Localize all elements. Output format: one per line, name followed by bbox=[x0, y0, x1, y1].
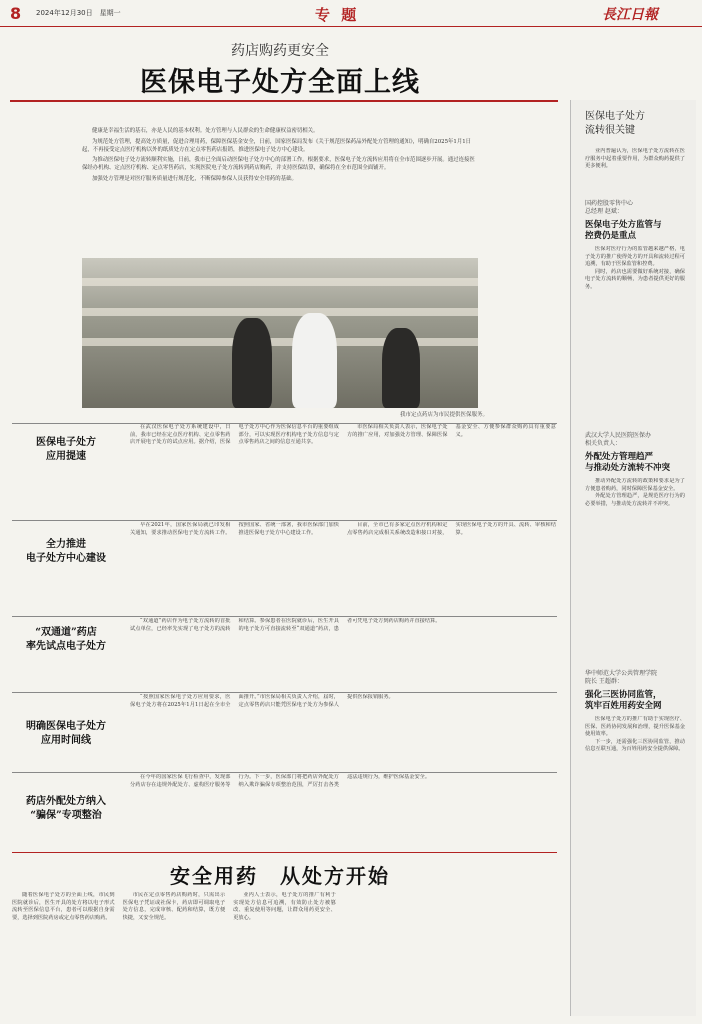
subhead-1: 医保电子处方 应用提速 bbox=[36, 437, 96, 462]
sidebar-source-3: 华中师范大学公共管理学院 院长 王超群： bbox=[585, 670, 658, 685]
section-label: 专 题 bbox=[315, 6, 360, 24]
bottom-rule bbox=[12, 852, 557, 853]
sidebar-subtitle-3: 强化三医协同监管， 筑牢百姓用药安全网 bbox=[585, 690, 662, 711]
sidebar-headline: 医保电子处方 流转很关键 bbox=[585, 111, 645, 136]
photo-caption: 我市定点药店为市民提供医保服务。 bbox=[400, 412, 489, 418]
section-5-text: 在今年的国家医保飞行检查中，发现部分药店存在违规外配处方、虚构医疗服务等行为。下一步，医保部门将把药店外配处方纳入欺诈骗保专项整治范围，严厉打击各类违法违规行为，维护医保基金安全。 bbox=[130, 774, 431, 788]
newspaper-logo: 長江日報 bbox=[602, 7, 658, 23]
sidebar-source-1: 国药控股零售中心 总经理 赵斌： bbox=[585, 200, 634, 215]
sidebar-subtitle-1: 医保电子处方监管与 控费仍是重点 bbox=[585, 220, 662, 241]
lede-paragraph: 健康是幸福生活的基石，亦是人民的基本权利。处方管理与人民群众的生命健康权益密切相关。 bbox=[92, 128, 319, 134]
headline-rule bbox=[10, 100, 558, 102]
section-1-text: 在武汉医保电子处方系统建设中，日前，我市已经在定点医疗机构、定点零售药店开展电子处方的试点应用。据介绍，医保电子处方中心作为医保信息平台的重要组成部分，可以实现医疗机构电子处方信息与定点零售药店之间的信息互通共享。 市医保局相关负责人表示，医保电子处方的推广应用，对加强处方管理、保障医保基金安全、方便参保群众购药具有重要意义。 bbox=[130, 424, 556, 446]
section-4-text: “按照国家医保电子处方应用要求，医保电子处方将在2025年1月1日起在全市全面推开。”市医保局相关负责人介绍，届时，定点零售药店只能凭医保电子处方为参保人提供医保报销服务。 bbox=[130, 694, 394, 708]
lede-paragraph: 为规范处方管理，提高处方质量，促进合理用药，保障医保基金安全，日前，国家医保局发布《关于规范医保药品外配处方管理的通知》，明确自2025年1月1日起，不再接受定点医疗机构以外的纸质处方在定点零售药店报销，推进医保电子处方中心建设。 bbox=[82, 138, 472, 153]
section-divider bbox=[12, 772, 557, 773]
lede-paragraph: 为推动医保电子处方流转顺利实施，日前，我市已全面启动医保电子处方中心的部署工作。根据要求，医保电子处方流转应用将在全市范围逐步开展。通过连接医保经办机构、定点医疗机构、定点零售药店，实现医院电子处方流转到药店购药，并支持医保结算，确保将在全市范围全面铺开。 bbox=[82, 157, 475, 172]
article-lede bbox=[82, 128, 478, 187]
sidebar-source-2: 武汉大学人民医院医保办 相关负责人： bbox=[585, 432, 652, 447]
sidebar-text-3: 医保电子处方的推广有助于实现医疗、医保、医药协同发展和治理，提升医保基金使用效率。 下一步，还需强化三医协同监管，推动信息互联互通，为百姓用药安全提供保障。 bbox=[585, 716, 685, 753]
sidebar-text-1: 医保对医疗行为的监管越来越严格，电子处方的推广使得处方的开具和流转过程可追溯，有助于医保监管和控费。 同时，药店也需要做好系统对接，确保电子处方流转的顺畅，为患者提供更好的服务。 bbox=[585, 246, 685, 290]
subhead-4: 明确医保电子处方 应用时间线 bbox=[26, 721, 106, 746]
section-3-text: “双通道”药店作为电子处方流转的首批试点单位，已经率先实现了电子处方的流转和结算。参保患者在医院就诊后，医生开具的电子处方可直接流转至“双通道”药店，患者可凭电子处方到药店购药并直接结算。 bbox=[130, 618, 441, 632]
article-headline: 医保电子处方全面上线 bbox=[140, 67, 420, 98]
section-2-text: 早在2021年，国家医保局就已印发相关通知，要求推动医保电子处方流转工作。按照国家、省统一部署，我市医保部门加快推进医保电子处方中心建设工作。 目前，全市已有多家定点医疗机构和定点零售药店完成相关系统改造和接口对接，实现医保电子处方的开具、流转、审核和结算。 bbox=[130, 522, 556, 536]
subhead-5: 药店外配处方纳入 “骗保”专项整治 bbox=[26, 796, 106, 821]
subhead-3: “双通道”药店 率先试点电子处方 bbox=[26, 627, 106, 652]
section-divider bbox=[12, 520, 557, 521]
subhead-2: 全力推进 电子处方中心建设 bbox=[26, 539, 106, 564]
bottom-feature-title: 安全用药 从处方开始 bbox=[170, 864, 390, 888]
issue-date: 2024年12月30日 星期一 bbox=[36, 9, 121, 17]
bottom-feature-text: 随着医保电子处方的全面上线，市民到医院就诊后，医生开具的处方将以电子形式流转至医保信息平台，患者可以根据自身需要，选择到医院药房或定点零售药店购药。 市民在定点零售药店购药时，只需出示医保电子凭证或社保卡，药店即可调取电子处方信息，完成审核、配药和结算，既方便快捷，又安全规范。 业内人士表示，电子处方的推广有利于实现处方信息可追溯，有效防止处方被篡改、重复使用等问题，让群众用药更安全、更放心。 bbox=[12, 892, 336, 921]
sidebar-text-2: 推动外配处方流转的政策和要求是为了方便患者购药，同时保障医保基金安全。 外配处方管理趋严，是规范医疗行为的必要举措，与推动处方流转并不冲突。 bbox=[585, 478, 685, 507]
article-kicker: 药店购药更安全 bbox=[231, 43, 329, 59]
lede-paragraph: 加强处方管理是对医疗服务质量进行规范化，不断保障参保人员获得安全用药的基础。 bbox=[92, 175, 297, 182]
sidebar-intro: 业内普遍认为，医保电子处方流转在医疗服务中起着重要作用，为群众购药提供了更多便利。 bbox=[585, 148, 685, 170]
page-number: 8 bbox=[10, 4, 22, 23]
section-divider bbox=[12, 616, 557, 617]
pharmacy-photo bbox=[82, 258, 478, 408]
sidebar-subtitle-2: 外配处方管理趋严 与推动处方流转不冲突 bbox=[585, 452, 671, 473]
section-divider bbox=[12, 692, 557, 693]
